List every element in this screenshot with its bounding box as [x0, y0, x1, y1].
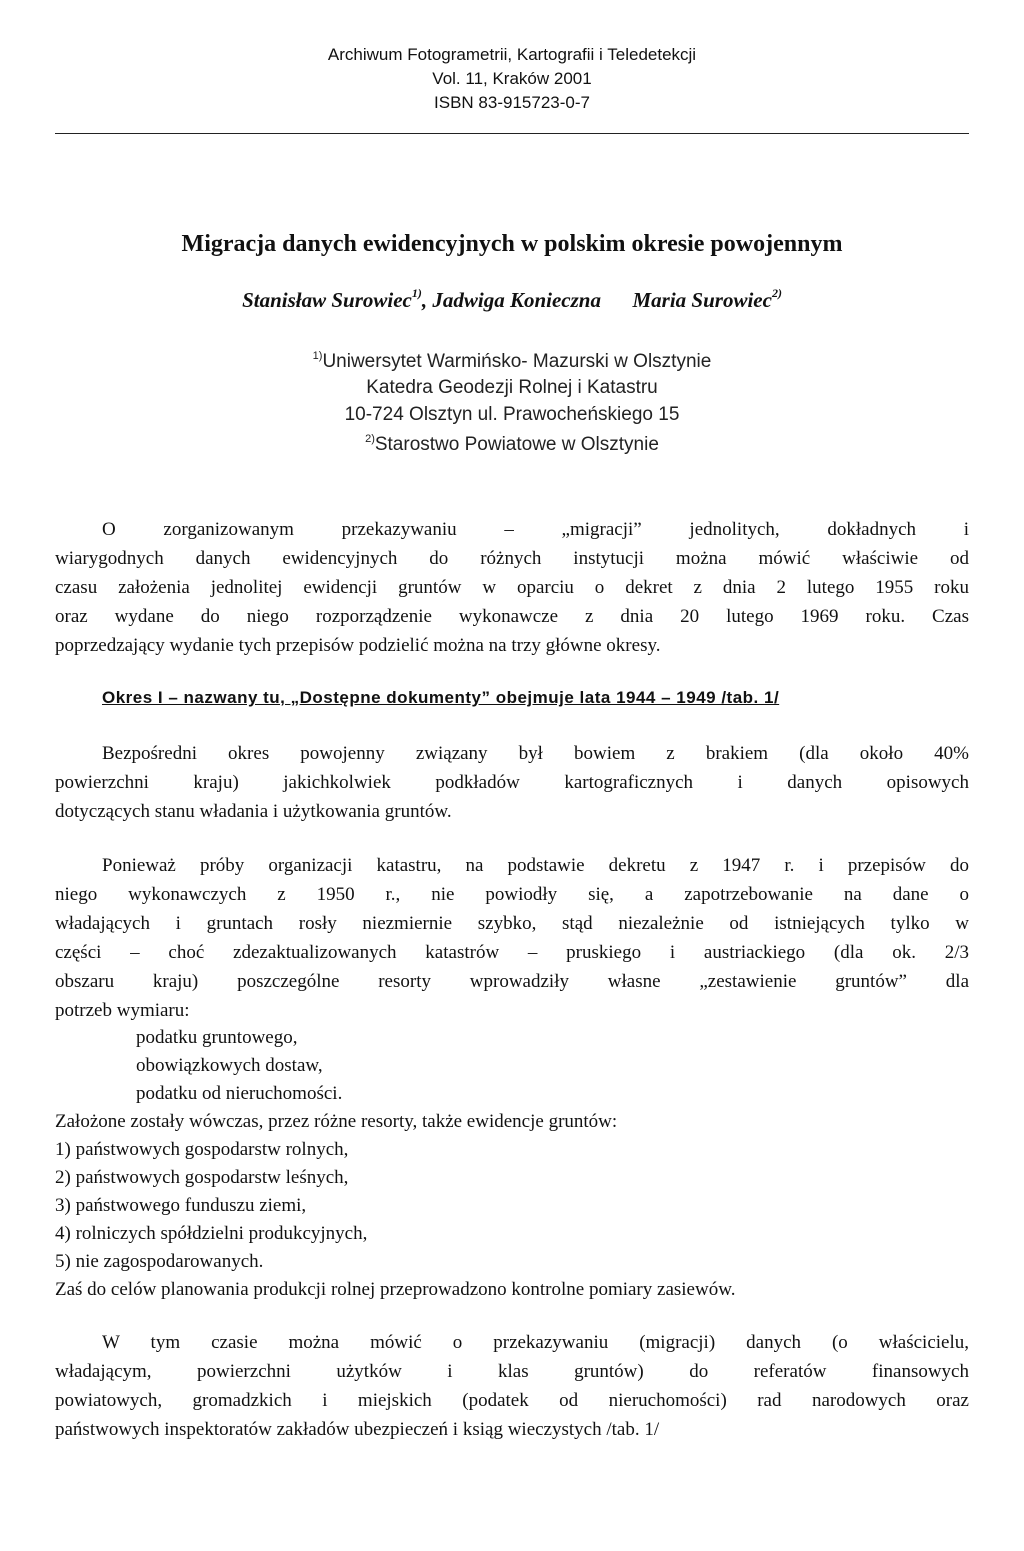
intro-line: wiarygodnych danych ewidencyjnych do różnych instytucji można mówić właściwie od [55, 548, 969, 569]
paragraph-line: W tym czasie można mówić o przekazywaniu (migracji) danych (o właścicielu, [102, 1332, 969, 1353]
intro-line: czasu założenia jednolitej ewidencji gruntów w oparciu o dekret z dnia 2 lutego 1955 roku [55, 577, 969, 598]
author-list [0, 286, 1024, 314]
list-outro: Zaś do celów planowania produkcji rolnej przeprowadzono kontrolne pomiary zasiewów. [55, 1279, 736, 1300]
paragraph-line: potrzeb wymiaru: [55, 1000, 190, 1021]
affiliation-line-3: 10-724 Olsztyn ul. Prawocheńskiego 15 [344, 404, 680, 425]
header-rule [55, 133, 969, 134]
list-item: 1) państwowych gospodarstw rolnych, [55, 1139, 349, 1160]
list-intro: Założone zostały wówczas, przez różne resorty, także ewidencje gruntów: [55, 1111, 618, 1132]
section-heading: Okres I – nazwany tu, „Dostępne dokumenty” obejmuje lata 1944 – 1949 /tab. 1/ [102, 688, 780, 707]
intro-line: O zorganizowanym przekazywaniu – „migracji” jednolitych, dokładnych i [102, 519, 969, 540]
paragraph-line: władających i gruntach rosły niezmiernie szybko, stąd niezależnie od istniejących tylko w [55, 913, 969, 934]
intro-line: poprzedzający wydanie tych przepisów podzielić można na trzy główne okresy. [55, 635, 661, 656]
paragraph-1 [55, 739, 969, 826]
journal-name: Archiwum Fotogrametrii, Kartografii i Teledetekcji [327, 45, 697, 64]
affiliation-mark-1: 1) [312, 350, 323, 362]
paragraph-line: obszaru kraju) poszczególne resorty wprowadziły własne „zestawienie gruntów” dla [55, 971, 969, 992]
paragraph-line: dotyczących stanu władania i użytkowania gruntów. [55, 801, 452, 822]
purpose-item: podatku od nieruchomości. [136, 1083, 343, 1104]
journal-volume: Vol. 11, Kraków 2001 [432, 69, 592, 88]
paragraph-line: powierzchni kraju) jakichkolwiek podkładów kartograficznych i danych opisowych [55, 772, 969, 793]
purpose-list [136, 1024, 342, 1108]
paragraph-line: władającym, powierzchni użytków i klas gruntów) do referatów finansowych [55, 1361, 969, 1382]
paragraph-line: części – choć zdezaktualizowanych katastrów – pruskiego i austriackiego (dla ok. 2/3 [55, 942, 969, 963]
paragraph-3 [55, 1328, 969, 1444]
author-3-mark: 2) [771, 286, 782, 300]
paragraph-line: niego wykonawczych z 1950 r., nie powiodły się, a zapotrzebowanie na dane o [55, 884, 969, 905]
intro-paragraph [55, 515, 969, 660]
paragraph-line: państwowych inspektoratów zakładów ubezpieczeń i ksiąg wieczystych /tab. 1/ [55, 1419, 660, 1440]
affiliation-mark-2: 2) [365, 433, 375, 445]
affiliation-line-2: Katedra Geodezji Rolnej i Katastru [366, 377, 658, 398]
list-item: 5) nie zagospodarowanych. [55, 1251, 264, 1272]
author-2: Jadwiga Konieczna [432, 288, 601, 312]
author-1: Stanisław Surowiec [242, 288, 412, 312]
list-item: 2) państwowych gospodarstw leśnych, [55, 1167, 349, 1188]
author-3: Maria Surowiec [632, 288, 772, 312]
journal-isbn: ISBN 83-915723-0-7 [434, 93, 590, 112]
paragraph-2 [55, 851, 969, 1025]
paragraph-line: Bezpośredni okres powojenny związany był bowiem z brakiem (dla około 40% [102, 743, 969, 764]
affiliation-line-1: $^{1)}$Uniwersytet Warmińsko- Mazurski w Olsztynie [312, 350, 712, 372]
purpose-item: obowiązkowych dostaw, [136, 1055, 323, 1076]
purpose-item: podatku gruntowego, [136, 1027, 298, 1048]
list-item: 3) państwowego funduszu ziemi, [55, 1195, 307, 1216]
affiliation-line-4: $^{2)}$Starostwo Powiatowe w Olsztynie [365, 433, 659, 455]
paragraph-line: Ponieważ próby organizacji katastru, na podstawie dekretu z 1947 r. i przepisów do [102, 855, 969, 876]
intro-line: oraz wydane do niego rozporządzenie wykonawcze z dnia 20 lutego 1969 roku. Czas [55, 606, 969, 627]
list-item: 4) rolniczych spółdzielni produkcyjnych, [55, 1223, 368, 1244]
registry-list [55, 1108, 969, 1304]
author-1-mark: 1) [411, 286, 422, 300]
paragraph-line: powiatowych, gromadzkich i miejskich (podatek od nieruchomości) rad narodowych oraz [55, 1390, 969, 1411]
paper-title: Migracja danych ewidencyjnych w polskim okresie powojennym [181, 231, 843, 257]
author-separator: , [421, 288, 433, 312]
